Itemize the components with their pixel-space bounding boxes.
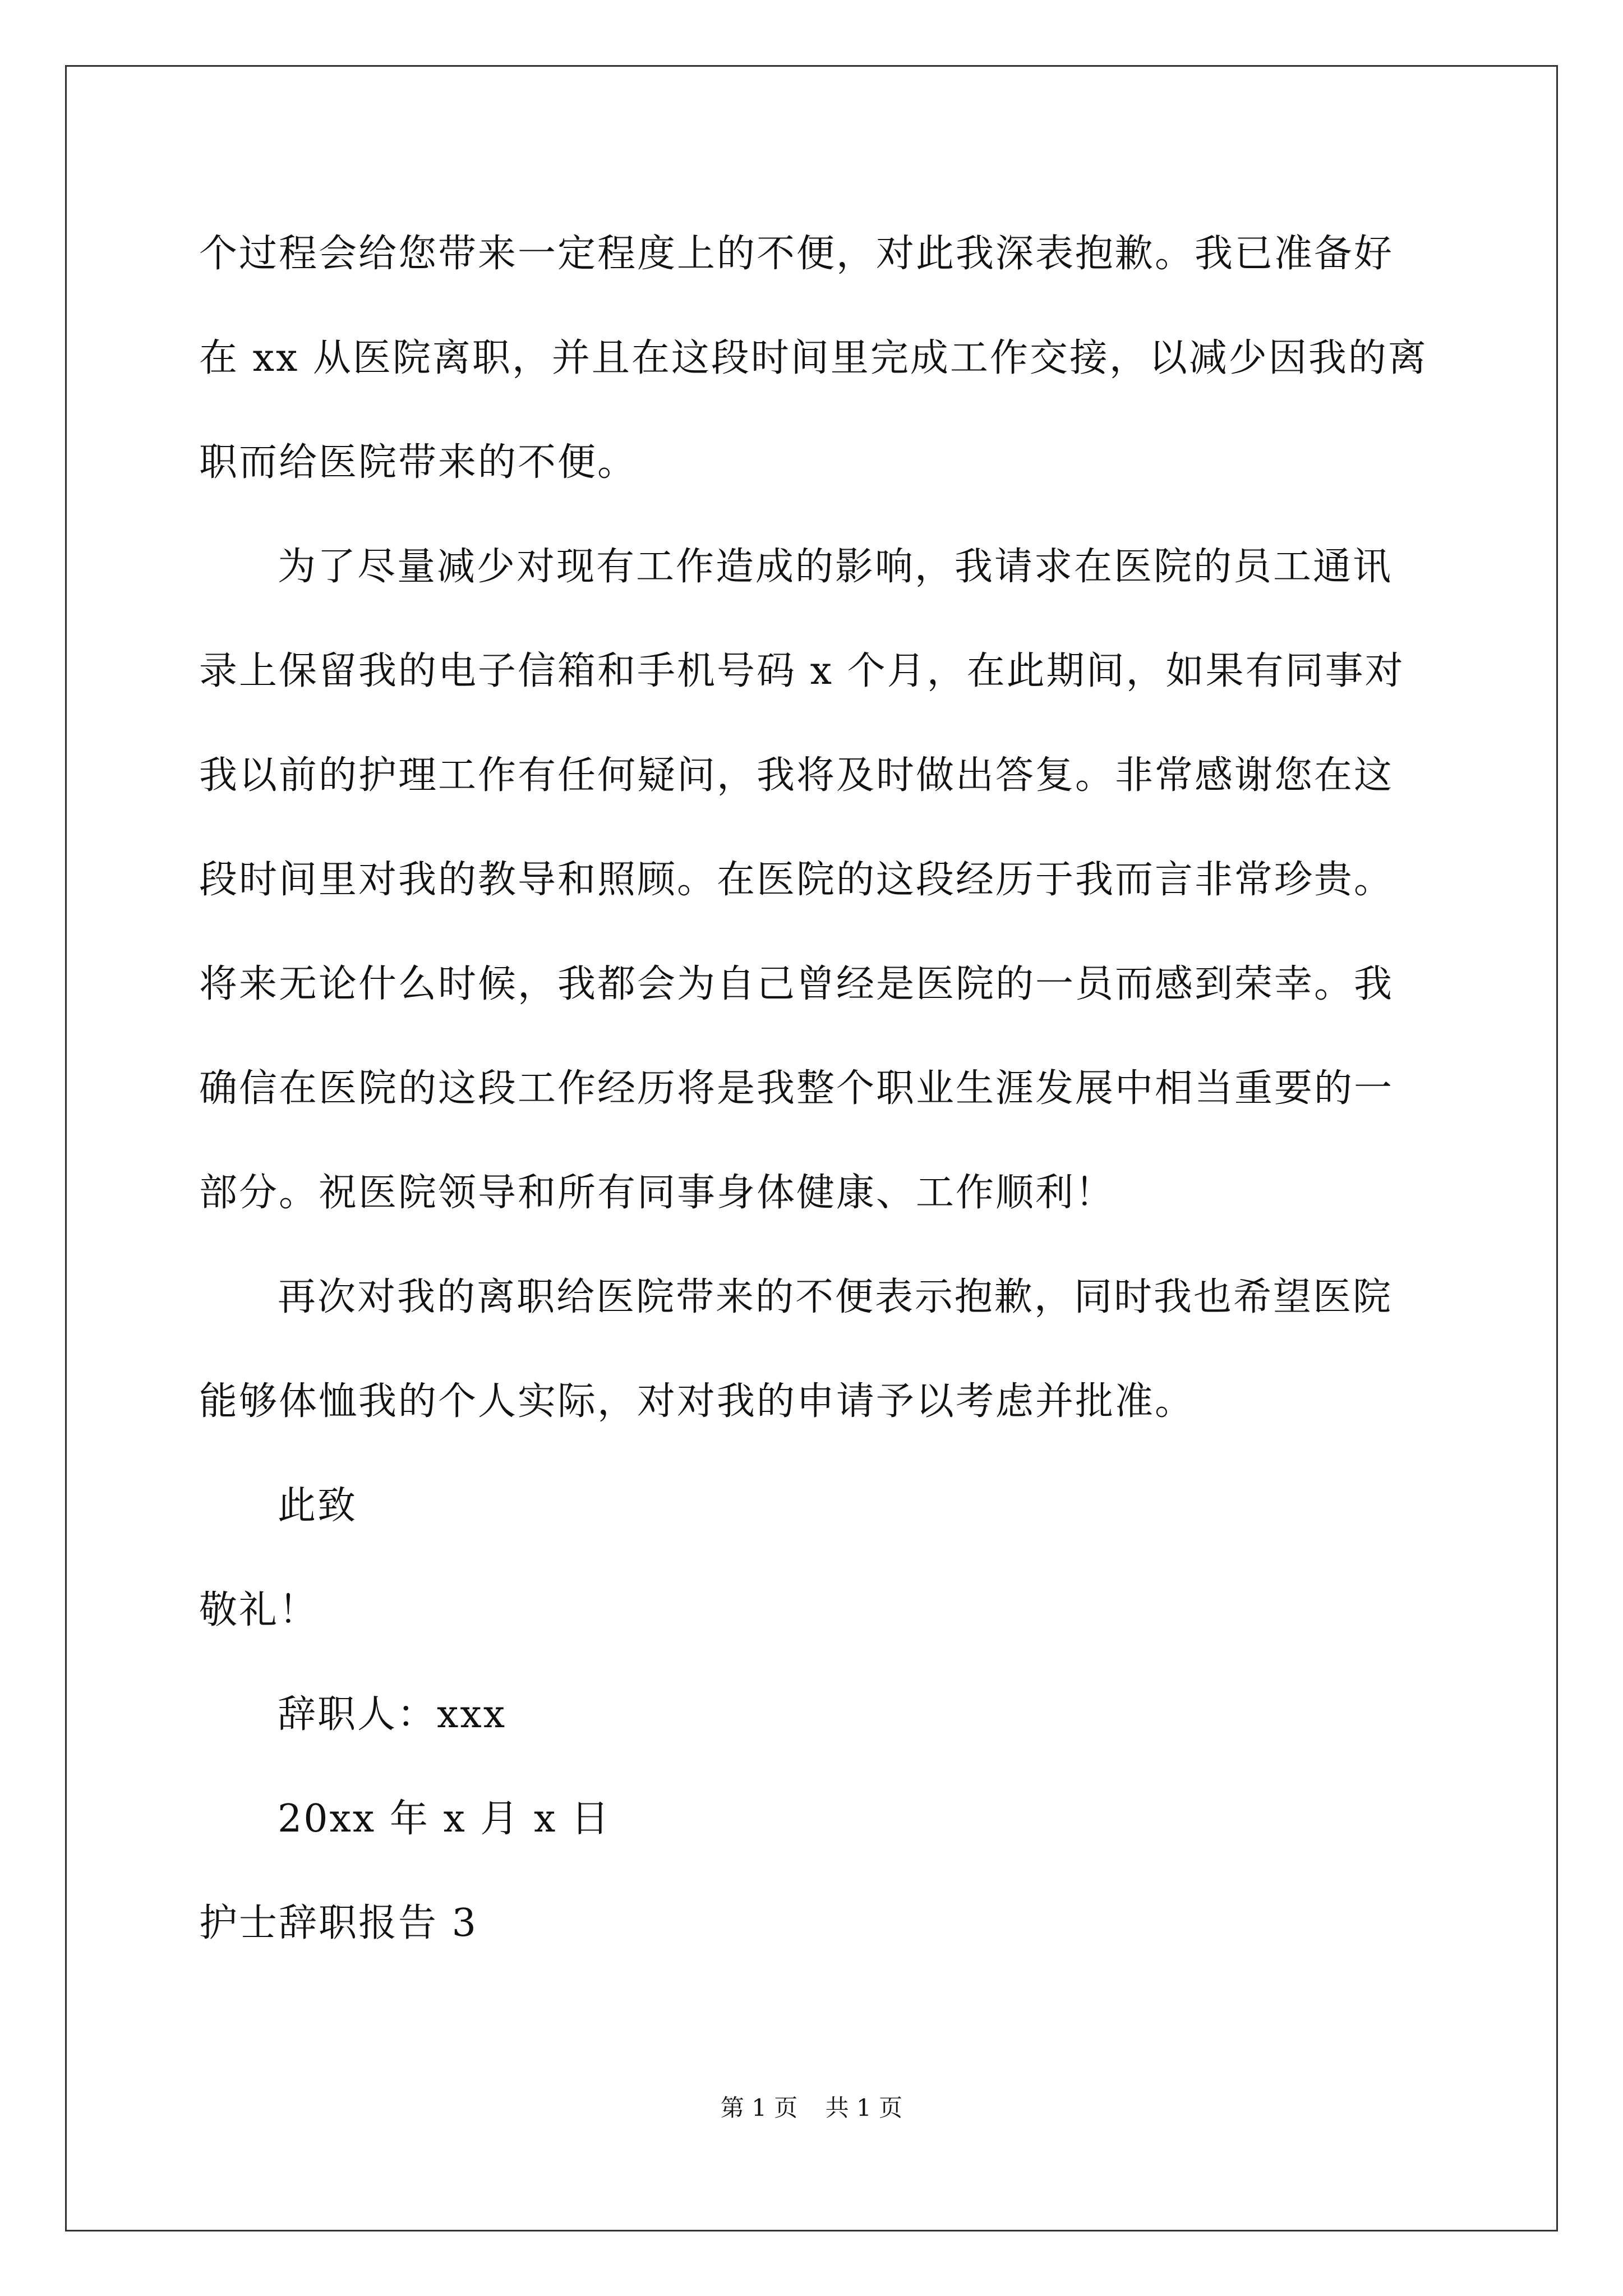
text-line: 在 xx 从医院离职，并且在这段时间里完成工作交接，以减少因我的离 <box>199 336 1428 380</box>
text-line: 个过程会给您带来一定程度上的不便，对此我深表抱歉。我已准备好 <box>199 232 1394 276</box>
page-footer <box>0 2091 1623 2125</box>
text-line: 将来无论什么时候，我都会为自己曾经是医院的一员而感到荣幸。我 <box>199 962 1394 1006</box>
section-heading: 护士辞职报告 3 <box>199 1901 478 1945</box>
paragraph-start-line: 为了尽量减少对现有工作造成的影响，我请求在医院的员工通讯 <box>278 545 1393 589</box>
text-line: 确信在医院的这段工作经历将是我整个职业生涯发展中相当重要的一 <box>199 1066 1394 1111</box>
text-line: 部分。祝医院领导和所有同事身体健康、工作顺利！ <box>199 1171 1115 1215</box>
text-line: 职而给医院带来的不便。 <box>199 440 638 485</box>
closing-regards: 敬礼！ <box>199 1588 319 1632</box>
paragraph-start-line: 再次对我的离职给医院带来的不便表示抱歉，同时我也希望医院 <box>278 1275 1393 1319</box>
page-number: 第 1 页 <box>720 2094 798 2122</box>
page-total: 共 1 页 <box>825 2094 903 2122</box>
text-line: 段时间里对我的教导和照顾。在医院的这段经历于我而言非常珍贵。 <box>199 858 1394 902</box>
document-body <box>199 202 1433 1976</box>
text-line: 能够体恤我的个人实际，对对我的申请予以考虑并批准。 <box>199 1379 1195 1424</box>
text-line: 录上保留我的电子信箱和手机号码 x 个月，在此期间，如果有同事对 <box>199 649 1405 693</box>
date-line: 20xx 年 x 月 x 日 <box>278 1797 611 1841</box>
text-line: 我以前的护理工作有任何疑问，我将及时做出答复。非常感谢您在这 <box>199 753 1394 798</box>
closing-salutation: 此致 <box>278 1484 358 1528</box>
signature-line: 辞职人：xxx <box>278 1692 507 1737</box>
